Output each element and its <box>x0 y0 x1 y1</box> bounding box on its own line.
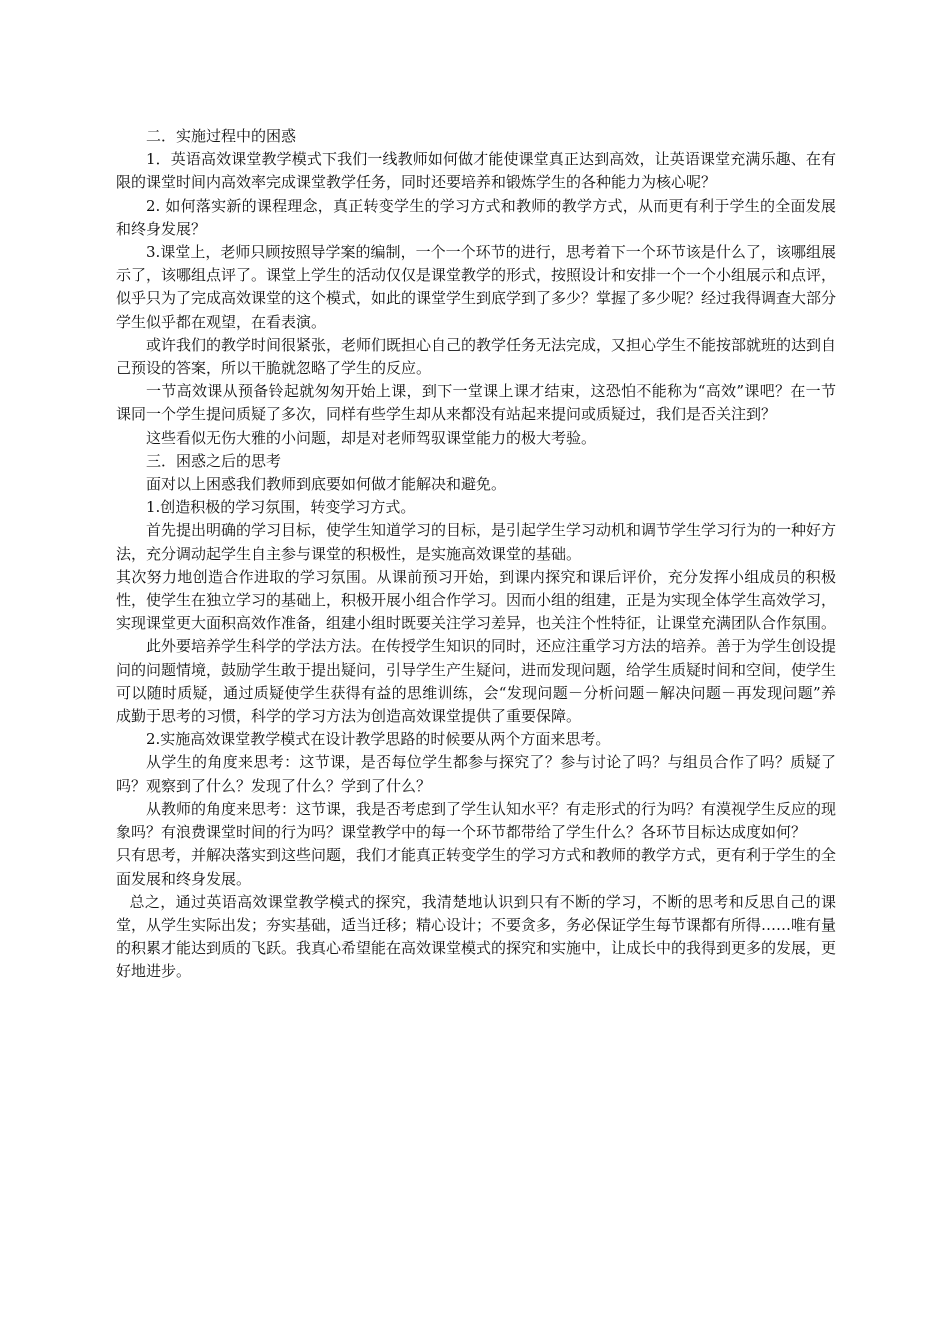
document-body <box>116 125 836 984</box>
section-heading-three: 三．困惑之后的思考 <box>146 451 282 470</box>
section-heading-two: 二．实施过程中的困惑 <box>146 127 297 145</box>
paragraph-question-2: 2. 如何落实新的课程理念，真正转变学生的学习方式和教师的教学方式，从而更有利于学生的全面发展和终身发展？ <box>116 196 836 238</box>
subheading-point-2: 2.实施高效课堂教学模式在设计教学思路的时候要从两个方面来思考。 <box>146 730 611 749</box>
paragraph-learning-goals: 首先提出明确的学习目标，使学生知道学习的目标，是引起学生学习动机和调节学生学习行为的一种好方法，充分调动起学生自主参与课堂的积极性，是实施高效课堂的基础。 <box>116 521 837 563</box>
paragraph-student-perspective: 从学生的角度来思考：这节课，是否每位学生都参与探究了？参与讨论了吗？与组员合作了吗？质疑了吗？观察到了什么？发现了什么？学到了什么？ <box>116 753 836 795</box>
paragraph-small-problems: 这些看似无伤大雅的小问题，却是对老师驾驭课堂能力的极大考验。 <box>146 428 597 447</box>
paragraph-question-3: 3.课堂上，老师只顾按照导学案的编制，一个一个环节的进行，思考着下一个环节该是什么了，该哪组展示了，该哪组点评了。课堂上学生的活动仅仅是课堂教学的形式，按照设计和安排一个一个小组展示和点评，似乎只为了完成高效课堂的这个模式，如此的课堂学生到底学到了多少？掌握了多少呢？经过我得调查大部分学生似乎都在观望，在看表演。 <box>116 243 837 331</box>
paragraph-only-thinking: 只有思考，并解决落实到这些问题，我们才能真正转变学生的学习方式和教师的教学方式，更有利于学生的全面发展和终身发展。 <box>116 846 837 888</box>
paragraph-efficient-lesson: 一节高效课从预备铃起就匆匆开始上课，到下一堂课上课才结束，这恐怕不能称为“高效”课吧？在一节课同一个学生提问质疑了多次，同样有些学生却从来都没有站起来提问或质疑过，我们是否关注到？ <box>116 382 836 424</box>
subheading-point-1: 1.创造积极的学习氛围，转变学习方式。 <box>146 498 416 517</box>
paragraph-teacher-perspective: 从教师的角度来思考：这节课，我是否考虑到了学生认知水平？有走形式的行为吗？有漠视学生反应的现象吗？有浪费课堂时间的行为吗？课堂教学中的每一个环节都带给了学生什么？各环节目标达成度如何？ <box>116 799 837 842</box>
paragraph-intro-solutions: 面对以上困惑我们教师到底要如何做才能解决和避免。 <box>146 475 507 494</box>
paragraph-question-1: 1．英语高效课堂教学模式下我们一线教师如何做才能使课堂真正达到高效，让英语课堂充满乐趣、在有限的课堂时间内高效率完成课堂教学任务，同时还要培养和锻炼学生的各种能力为核心呢？ <box>116 150 836 192</box>
paragraph-time-pressure: 或许我们的教学时间很紧张，老师们既担心自己的教学任务无法完成，又担心学生不能按部就班的达到自己预设的答案，所以干脆就忽略了学生的反应。 <box>116 335 837 378</box>
paragraph-learning-methods: 此外要培养学生科学的学法方法。在传授学生知识的同时，还应注重学习方法的培养。善于为学生创设提问的问题情境，鼓励学生敢于提出疑问，引导学生产生疑问，进而发现问题，给学生质疑时间和空间，使学生可以随时质疑，通过质疑使学生获得有益的思维训练，会“发现问题－分析问题－解决问题－再发现问题”养成勤于思考的习惯，科学的学习方法为创造高效课堂提供了重要保障。 <box>116 637 837 726</box>
paragraph-cooperation: 其次努力地创造合作进取的学习氛围。从课前预习开始，到课内探究和课后评价，充分发挥小组成员的积极性，使学生在独立学习的基础上，积极开展小组合作学习。因而小组的组建，正是为实现全体学生高效学习，实现课堂更大面积高效作准备，组建小组时既要关注学习差异，也关注个性特征，让课堂充满团队合作氛围。 <box>116 567 837 633</box>
paragraph-conclusion: 总之，通过英语高效课堂教学模式的探究，我清楚地认识到只有不断的学习，不断的思考和反思自己的课堂，从学生实际出发；夯实基础，适当迁移；精心设计；不要贪多，务必保证学生每节课都有所得……唯有量的积累才能达到质的飞跃。我真心希望能在高效课堂模式的探究和实施中，让成长中的我得到更多的发展，更好地进步。 <box>116 892 837 981</box>
